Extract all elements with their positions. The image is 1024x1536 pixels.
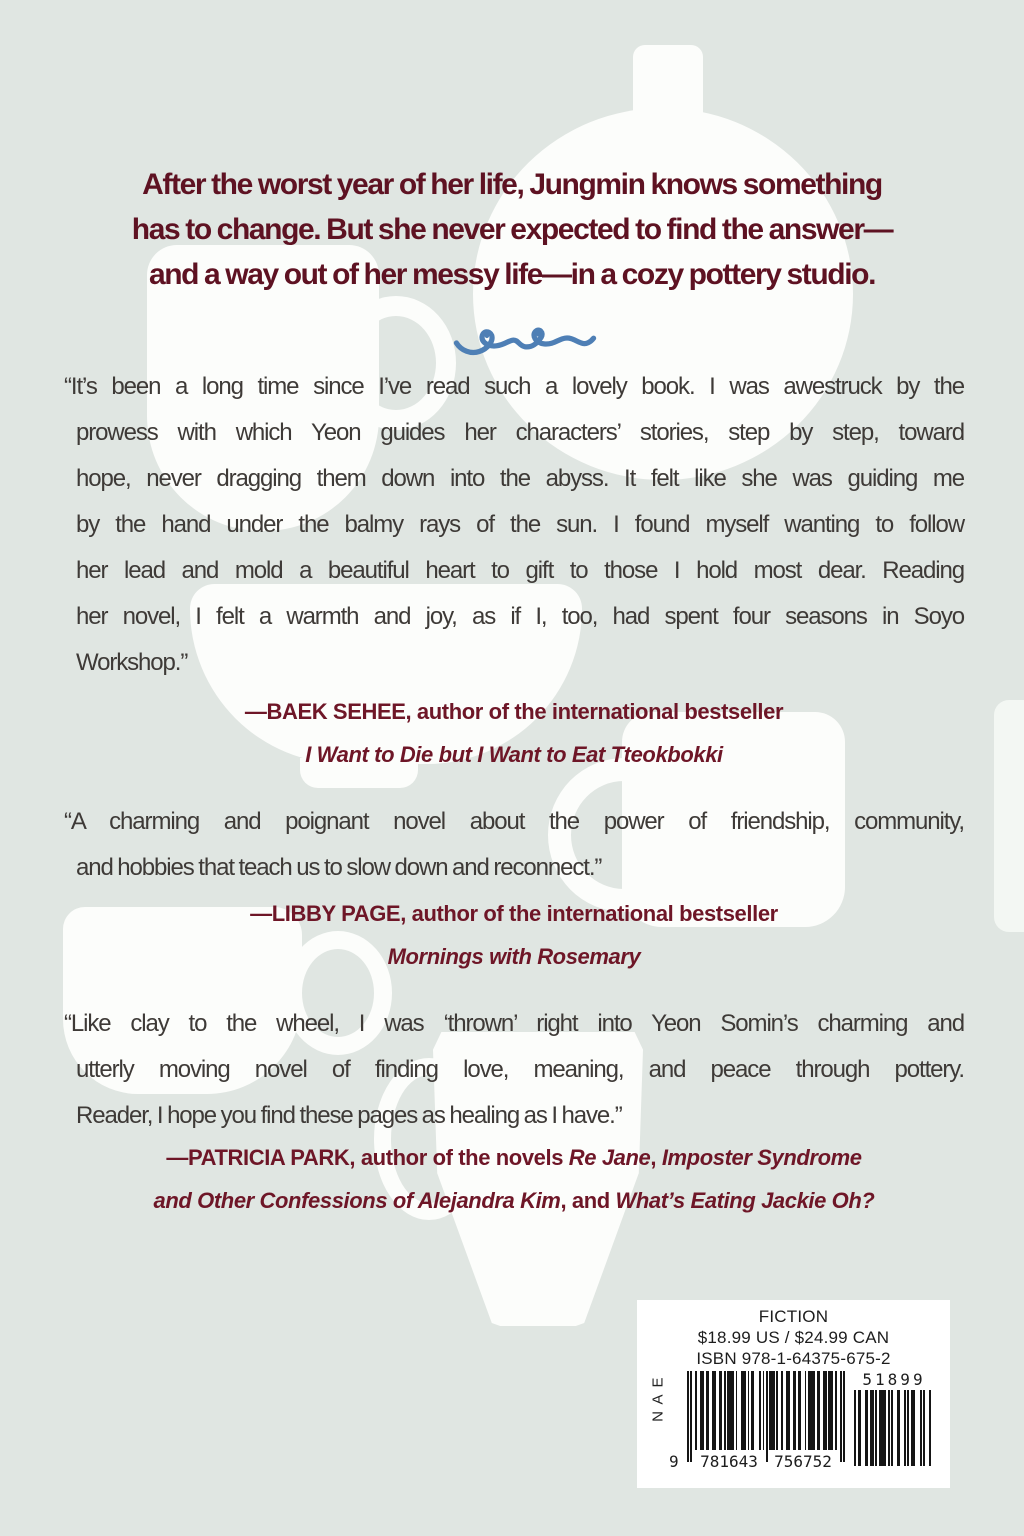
attribution-baek-sehee bbox=[64, 690, 964, 776]
text-line: has to change. But she never expected to find the answer— bbox=[131, 213, 893, 246]
attribution-book-title: I Want to Die but I Want to Eat Tteokbokki bbox=[305, 742, 723, 767]
attribution-patricia-park bbox=[64, 1136, 964, 1222]
attribution-author-line: —PATRICIA PARK, author of the novels Re Jane, Imposter Syndrome bbox=[166, 1145, 862, 1170]
text-line: Reader, I hope you find these pages as healing as I have.” bbox=[76, 1102, 622, 1129]
barcode-panel bbox=[637, 1300, 950, 1488]
isbn-label: ISBN 978-1-64375-675-2 bbox=[696, 1349, 891, 1368]
squiggle-ornament-icon bbox=[449, 322, 601, 362]
headline bbox=[30, 162, 994, 297]
addon-barcode bbox=[854, 1390, 934, 1466]
attribution-libby-page bbox=[64, 892, 964, 978]
text-line: and hobbies that teach us to slow down and reconnect.” bbox=[76, 854, 602, 881]
barcode-digit-group1: 781643 bbox=[694, 1450, 764, 1474]
attribution-author-line: —LIBBY PAGE, author of the international bestseller bbox=[250, 901, 778, 926]
text-line: “It’s been a long time since I’ve read such a lovely book. I was awestruck by the bbox=[64, 373, 964, 400]
text-line: “Like clay to the wheel, I was ‘thrown’ right into Yeon Somin’s charming and bbox=[64, 1010, 964, 1037]
quote-patricia-park bbox=[64, 1001, 964, 1139]
text-line: “A charming and poignant novel about the power of friendship, community, bbox=[64, 808, 964, 835]
text-line: utterly moving novel of finding love, meaning, and peace through pottery. bbox=[76, 1056, 964, 1083]
addon-price-code: 51899 bbox=[862, 1370, 926, 1389]
text-line: by the hand under the balmy rays of the sun. I found myself wanting to follow bbox=[76, 511, 964, 538]
attribution-author-line: —BAEK SEHEE, author of the international bestseller bbox=[244, 699, 784, 724]
quote-libby-page bbox=[64, 799, 964, 891]
barcode-digit-lead: 9 bbox=[669, 1452, 679, 1471]
text-line: prowess with which Yeon guides her characters’ stories, step by step, toward bbox=[76, 419, 964, 446]
ean-label: E A N bbox=[649, 1377, 667, 1422]
attribution-book-titles: and Other Confessions of Alejandra Kim, and What’s Eating Jackie Oh? bbox=[153, 1188, 875, 1213]
category-label: FICTION bbox=[758, 1307, 829, 1326]
text-line: her novel, I felt a warmth and joy, as if I, too, had spent four seasons in Soyo bbox=[76, 603, 964, 630]
quote-baek-sehee bbox=[64, 364, 964, 686]
text-line: Workshop.” bbox=[76, 649, 188, 676]
text-line: hope, never dragging them down into the abyss. It felt like she was guiding me bbox=[76, 465, 964, 492]
attribution-book-title: Mornings with Rosemary bbox=[387, 944, 641, 969]
barcode-digit-group2: 756752 bbox=[768, 1450, 838, 1474]
text-line: her lead and mold a beautiful heart to gift to those I hold most dear. Reading bbox=[76, 557, 964, 584]
price-label: $18.99 US / $24.99 CAN bbox=[697, 1328, 890, 1347]
pottery-jar-neck-silhouette bbox=[633, 45, 703, 115]
ean13-barcode bbox=[687, 1371, 845, 1462]
text-line: and a way out of her messy life—in a cozy pottery studio. bbox=[148, 258, 876, 291]
text-line: After the worst year of her life, Jungmin knows something bbox=[142, 168, 882, 201]
pottery-edge-mug-silhouette bbox=[994, 700, 1024, 932]
